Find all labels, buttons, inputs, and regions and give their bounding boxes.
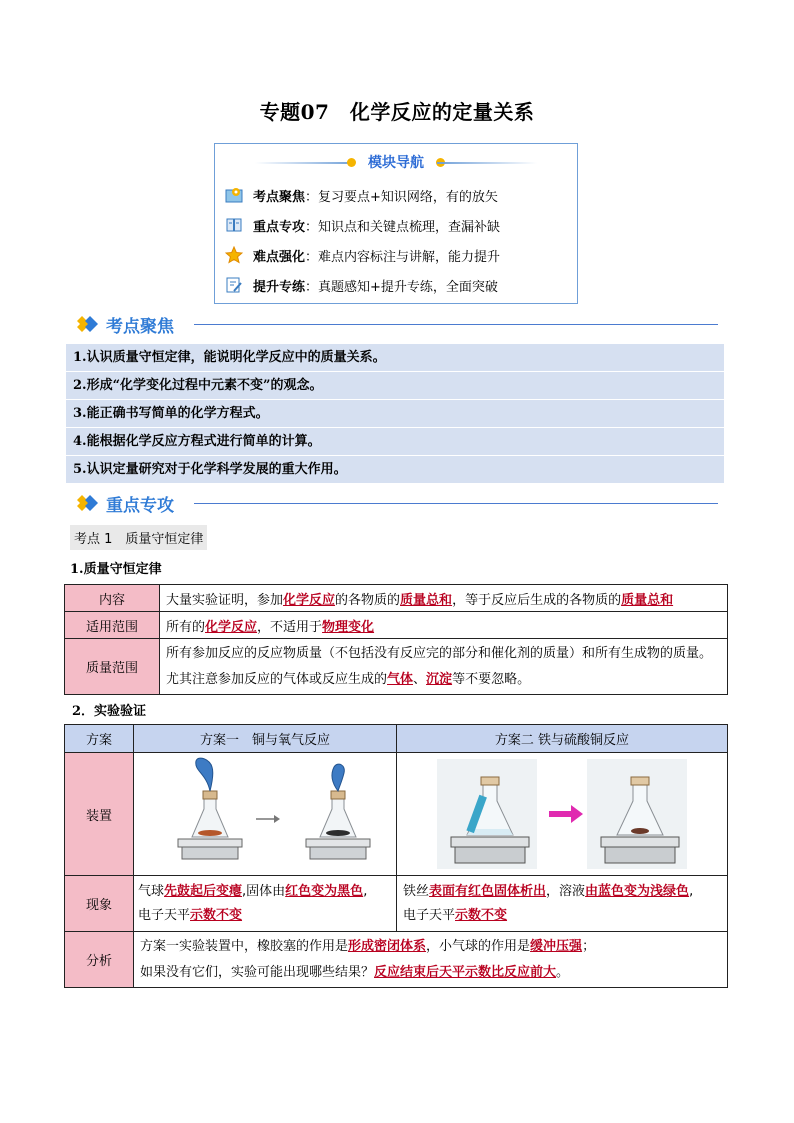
table-row: 装置 <box>65 753 728 876</box>
section-header-focus: 考点聚焦 <box>74 312 718 336</box>
map-icon <box>225 186 243 204</box>
list-item: 1.认识质量守恒定律，能说明化学反应中的质量关系。 <box>66 344 724 372</box>
edit-icon <box>225 276 243 294</box>
nav-row-practice: 提升专练 ：真题感知+提升专练，全面突破 <box>225 274 498 296</box>
nav-row-focus: 考点聚焦 ：复习要点+知识网络，有的放矢 <box>225 184 498 206</box>
experiment-table <box>64 724 728 988</box>
list-item: 3.能正确书写简单的化学方程式。 <box>66 400 724 428</box>
kaodian-label: 考点 1 质量守恒定律 <box>70 525 207 550</box>
table-row: 方案 方案一 铜与氧气反应 方案二 铁与硫酸铜反应 <box>65 725 728 753</box>
apparatus-illustration-2 <box>397 753 727 871</box>
law-table <box>64 584 728 695</box>
nav-row-difficult: 难点强化 ：难点内容标注与讲解，能力提升 <box>225 244 500 266</box>
table-row: 分析 方案一实验装置中，橡胶塞的作用是形成密闭体系，小气球的作用是缓冲压强； 如果没有它们，实验可能出现哪些结果？反应结束后天平示数比反应前大。 <box>65 932 728 988</box>
objectives-list <box>66 344 724 484</box>
subheading-law: 1.质量守恒定律 <box>70 562 162 577</box>
subheading-experiment: 2．实验验证 <box>72 704 147 719</box>
double-chevron-icon <box>74 493 102 513</box>
list-item: 5.认识定量研究对于化学科学发展的重大作用。 <box>66 456 724 484</box>
apparatus-cu-o2 <box>134 753 397 876</box>
apparatus-illustration-1 <box>134 753 396 871</box>
book-icon <box>225 216 243 234</box>
table-row: 适用范围 所有的化学反应，不适用于物理变化 <box>65 612 728 639</box>
list-item: 4.能根据化学反应方程式进行简单的计算。 <box>66 428 724 456</box>
list-item: 2.形成“化学变化过程中元素不变”的观念。 <box>66 372 724 400</box>
module-nav-box <box>214 143 578 304</box>
star-icon <box>225 246 243 264</box>
section-header-key: 重点专攻 <box>74 491 718 515</box>
nav-row-key: 重点专攻 ：知识点和关键点梳理，查漏补缺 <box>225 214 500 236</box>
apparatus-fe-cuso4 <box>397 753 728 876</box>
table-row: 现象 气球先鼓起后变瘪,固体由红色变为黑色, 电子天平示数不变 铁丝表面有红色固体析出，溶液由蓝色变为浅绿色, 电子天平示数不变 <box>65 876 728 932</box>
table-row: 内容 大量实验证明，参加化学反应的各物质的质量总和，等于反应后生成的各物质的质量总和 <box>65 585 728 612</box>
page-title: 专题07 化学反应的定量关系 <box>259 100 535 124</box>
table-row: 质量范围 所有参加反应的反应物质量（不包括没有反应完的部分和催化剂的质量）和所有生成物的质量。尤其注意参加反应的气体或反应生成的气体、沉淀等不要忽略。 <box>65 639 728 695</box>
double-chevron-icon <box>74 314 102 334</box>
module-nav-title: 模块导航 <box>368 155 424 171</box>
